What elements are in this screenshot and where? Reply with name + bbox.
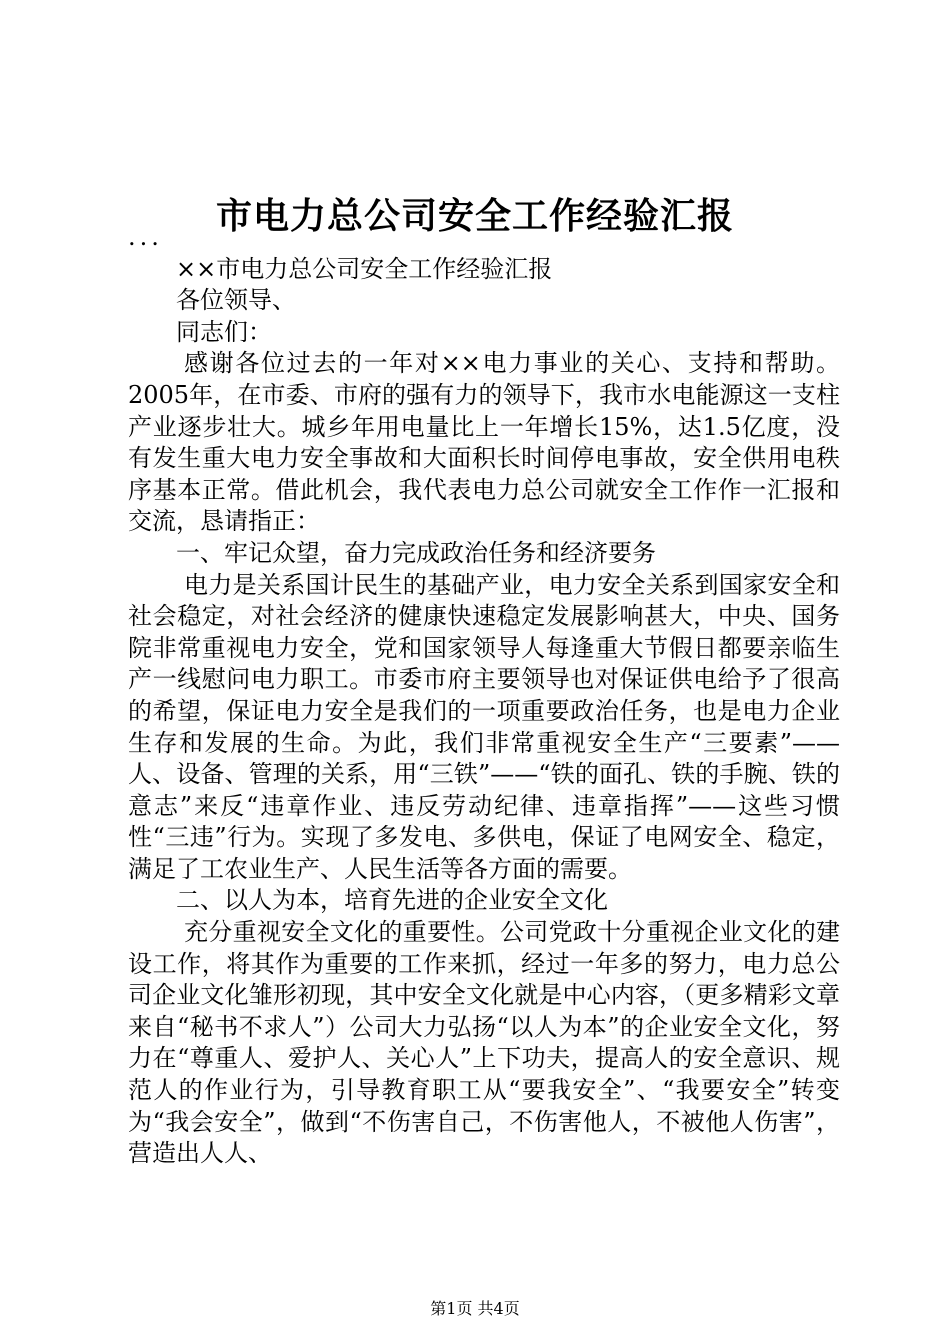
page-number-footer: 第1页 共4页 <box>430 1299 520 1318</box>
salutation-leaders: 各位领导、 <box>176 286 296 315</box>
subtitle-line: ××市电力总公司安全工作经验汇报 <box>176 254 553 283</box>
document-body <box>128 222 840 1170</box>
section-heading-2: 二、以人为本，培育先进的企业安全文化 <box>176 886 608 915</box>
section-1-paragraph: 电力是关系国计民生的基础产业，电力安全关系到国家安全和社会稳定，对社会经济的健康快速稳定发展影响甚大，中央、国务院非常重视电力安全，党和国家领导人每逢重大节假日都要亲临生产一线慰问电力职工。市委市府主要领导也对保证供电给予了很高的希望，保证电力安全是我们的一项重要政治任务，也是电力企业生存和发展的生命。为此，我们非常重视安全生产“三要素”——人、设备、管理的关系，用“三铁”——“铁的面孔、铁的手腕、铁的意志”来反“违章作业、违反劳动纪律、违章指挥”——这些习惯性“三违”行为。实现了多发电、多供电，保证了电网安全、稳定，满足了工农业生产、人民生活等各方面的需要。 <box>128 570 840 883</box>
intro-paragraph: 感谢各位过去的一年对××电力事业的关心、支持和帮助。2005年，在市委、市府的强有力的领导下，我市水电能源这一支柱产业逐步壮大。城乡年用电量比上一年增长15%，达1.5亿度，没有发生重大电力安全事故和大面积长时间停电事故，安全供用电秩序基本正常。借此机会，我代表电力总公司就安全工作作一汇报和交流，恳请指正： <box>128 349 840 536</box>
document-title: 市电力总公司安全工作经验汇报 <box>215 195 734 237</box>
section-heading-1: 一、牢记众望，奋力完成政治任务和经济要务 <box>176 538 656 567</box>
salutation-comrades: 同志们： <box>176 317 272 346</box>
section-2-paragraph: 充分重视安全文化的重要性。公司党政十分重视企业文化的建设工作，将其作为重要的工作来抓，经过一年多的努力，电力总公司企业文化雏形初现，其中安全文化就是中心内容，（更多精彩文章来自“秘书不求人”）公司大力弘扬“以人为本”的企业安全文化，努力在“尊重人、爱护人、关心人”上下功夫，提高人的安全意识、规范人的作业行为，引导教育职工从“要我安全”、“我要安全”转变为“我会安全”，做到“不伤害自己，不伤害他人，不被他人伤害”，营造出人人、 <box>128 918 840 1168</box>
ellipsis-line: ... <box>128 223 163 251</box>
